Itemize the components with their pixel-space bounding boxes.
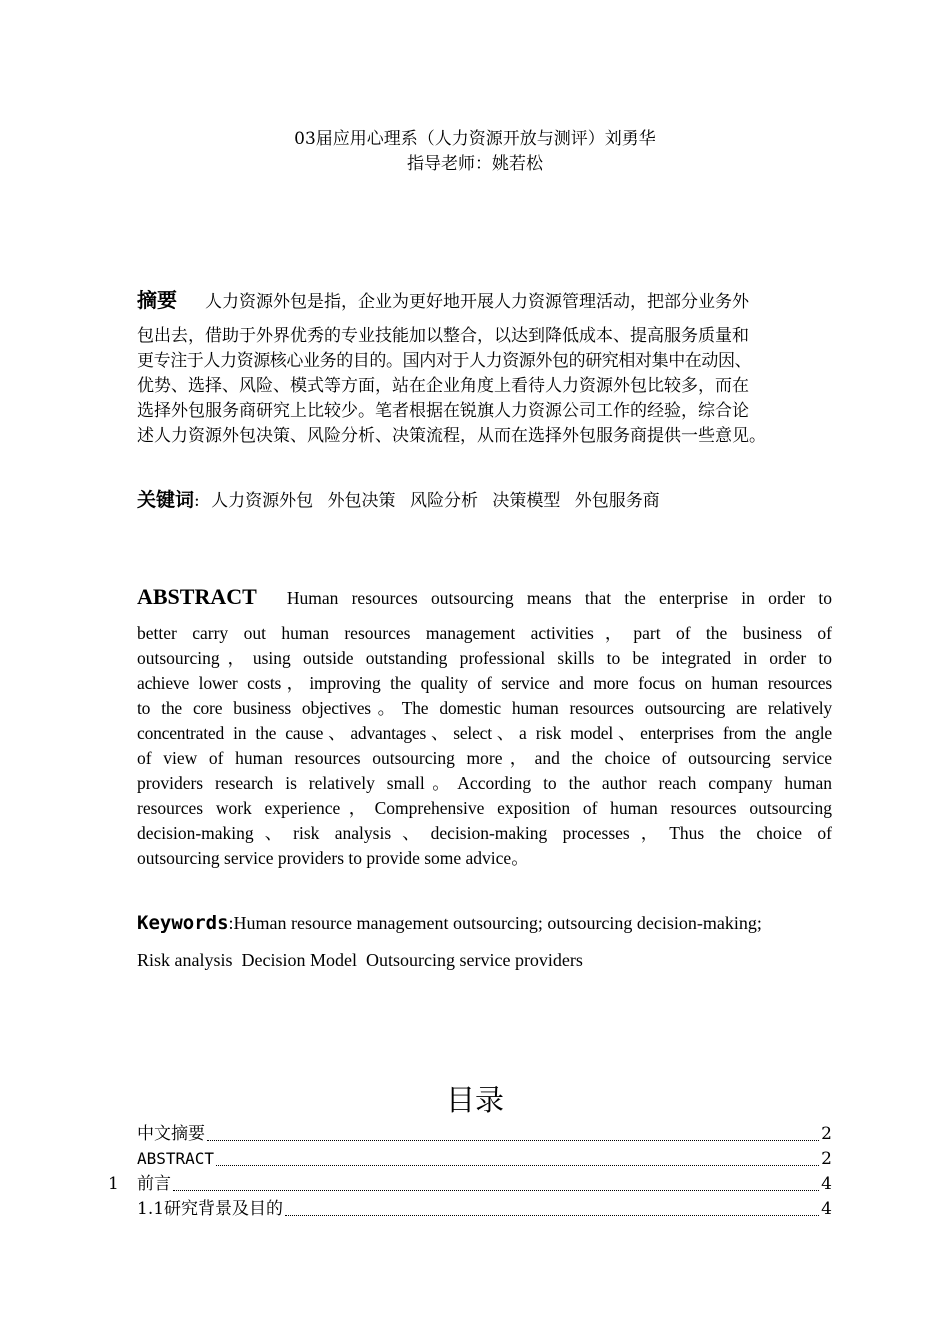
abstract-en-first-line: Human resources outsourcing means that the enterprise in order to [286, 588, 832, 608]
keywords-en [137, 910, 832, 973]
toc-entry-page: 2 [821, 1149, 832, 1169]
toc-entry[interactable] [137, 1148, 832, 1170]
toc-leader [173, 1189, 819, 1191]
toc-entry[interactable] [137, 1198, 832, 1220]
keywords-en-line: Risk analysis Decision Model Outsourcing service providers [137, 950, 583, 970]
author-line: 03届应用心理系（人力资源开放与测评）刘勇华 [294, 129, 656, 149]
abstract-en-line: decision-making、risk analysis、decision-making processes，Thus the choice of [137, 823, 832, 843]
abstract-en-line: of view of human resources outsourcing more，and the choice of outsourcing service [137, 748, 832, 768]
toc-leader [216, 1164, 819, 1166]
keywords-cn-label: 关键词 [137, 489, 195, 511]
toc-entry-number: 1 [108, 1174, 119, 1194]
keywords-en-colon: : [228, 913, 234, 933]
abstract-en-line: resources work experience，Comprehensive exposition of human resources outsourcing [137, 798, 832, 818]
abstract-cn-heading: 摘要 [137, 288, 177, 312]
keywords-en-line: Human resource management outsourcing; outsourcing decision-making; [233, 913, 762, 933]
toc-entry-page: 4 [821, 1174, 832, 1194]
abstract-en-line: better carry out human resources management activities，part of the business of [137, 623, 832, 643]
toc-leader [285, 1214, 819, 1216]
abstract-en [137, 584, 832, 871]
abstract-cn-line: 人力资源外包是指，企业为更好地开展人力资源管理活动，把部分业务外 [205, 292, 749, 312]
keyword-cn: 外包决策 [327, 491, 396, 511]
toc-entry[interactable] [137, 1173, 832, 1195]
abstract-en-line: concentrated in the cause、advantages、select、a risk model、enterprises from the angle [137, 723, 832, 743]
toc-entry-page: 4 [821, 1199, 832, 1219]
toc-entry[interactable] [137, 1123, 832, 1145]
abstract-cn-line: 述人力资源外包决策、风险分析、决策流程，从而在选择外包服务商提供一些意见。 [137, 426, 766, 446]
abstract-cn [137, 288, 832, 449]
keyword-cn: 决策模型 [492, 491, 561, 511]
abstract-en-line: outsourcing service providers to provide some advice。 [137, 848, 529, 868]
keywords-cn [137, 487, 832, 514]
keyword-cn: 人力资源外包 [211, 491, 314, 511]
keyword-cn: 外包服务商 [574, 491, 660, 511]
abstract-en-heading: ABSTRACT [137, 584, 257, 609]
advisor-line: 指导老师：姚若松 [407, 154, 543, 174]
toc-leader [207, 1139, 819, 1141]
toc-entry-label: ABSTRACT [137, 1149, 215, 1168]
toc-entry-label: 前言 [137, 1174, 171, 1194]
toc-entry-label: 中文摘要 [137, 1124, 205, 1144]
toc-entry-label: 1.1研究背景及目的 [137, 1199, 284, 1219]
abstract-cn-line: 选择外包服务商研究上比较少。笔者根据在锐旗人力资源公司工作的经验，综合论 [137, 401, 749, 421]
toc-title: 目录 [445, 1083, 504, 1117]
toc-entry-page: 2 [821, 1124, 832, 1144]
abstract-en-line: to the core business objectives。The domestic human resources outsourcing are relatively [137, 698, 832, 718]
abstract-cn-line: 更专注于人力资源核心业务的目的。国内对于人力资源外包的研究相对集中在动因、 [137, 351, 752, 371]
abstract-en-line: providers research is relatively small。According to the author reach company human [137, 773, 832, 793]
abstract-cn-line: 优势、选择、风险、模式等方面，站在企业角度上看待人力资源外包比较多，而在 [137, 376, 749, 396]
keywords-en-label: Keywords [137, 912, 229, 934]
abstract-cn-line: 包出去，借助于外界优秀的专业技能加以整合，以达到降低成本、提高服务质量和 [137, 326, 749, 346]
keywords-cn-colon: : [194, 491, 200, 511]
abstract-en-line: achieve lower costs，improving the quality of service and more focus on human resources [137, 673, 832, 693]
keyword-cn: 风险分析 [409, 491, 478, 511]
abstract-en-line: outsourcing，using outside outstanding professional skills to be integrated in order to [137, 648, 832, 668]
